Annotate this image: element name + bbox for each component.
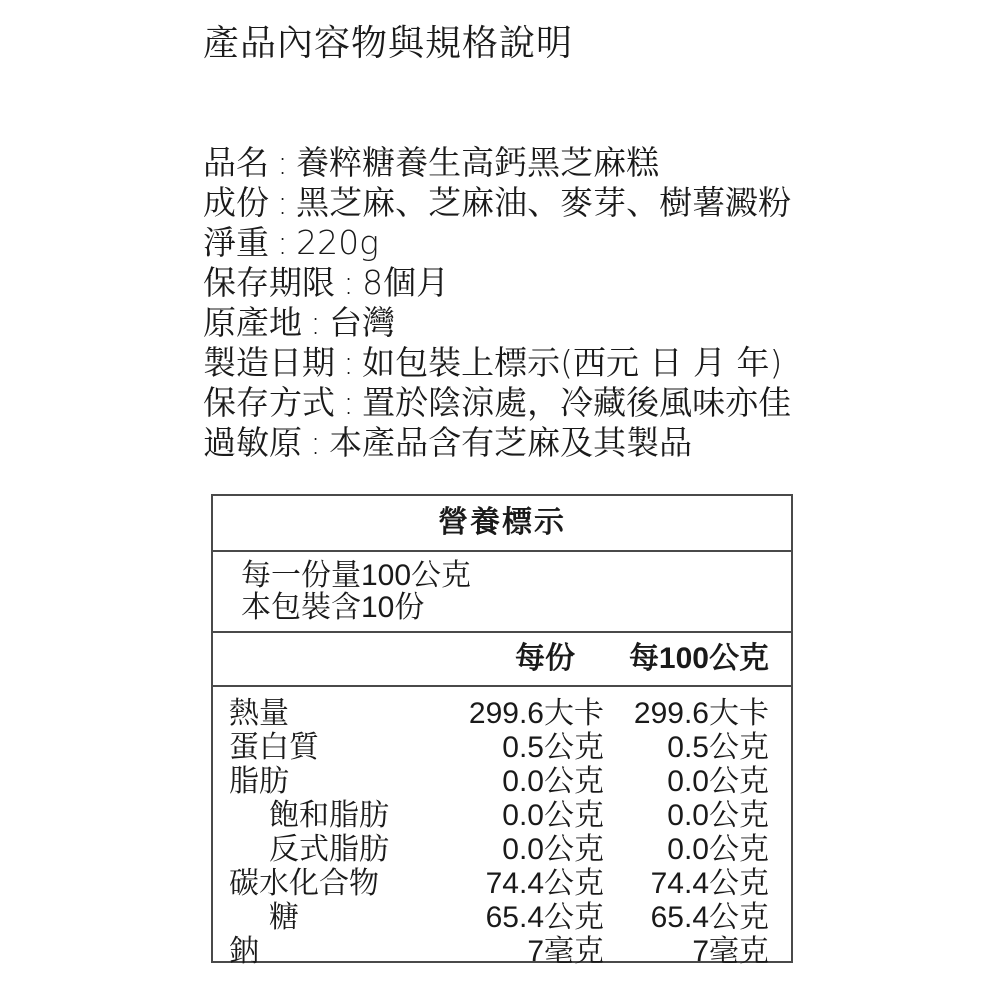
nutrient-per-100g: 7毫克 [692,935,769,968]
nutrition-row-saturated-fat [213,799,791,833]
serving-size: 每一份量100公克 [241,559,472,592]
spec-line-shelf-life [203,263,791,303]
spec-value: 置於陰涼處，冷藏後風味亦佳 [362,383,792,422]
nutrient-label: 熱量 [229,697,289,730]
spec-line-product-name [203,143,791,183]
spec-separator: : [277,183,289,222]
nutrition-row-protein [213,731,791,765]
nutrition-title: 營養標示 [213,496,791,552]
spec-label: 原產地 [203,303,302,342]
nutrition-row-calories [213,697,791,731]
nutrition-row-sodium [213,935,791,969]
nutrient-per-serving: 7毫克 [527,935,604,968]
spec-separator: : [310,423,322,462]
nutrient-per-100g: 74.4公克 [650,867,769,900]
spec-list [203,143,791,463]
nutrient-label: 碳水化合物 [229,867,379,900]
spec-separator: : [277,143,289,182]
spec-separator: : [277,223,289,262]
spec-label: 保存方式 [203,383,335,422]
spec-value: 台灣 [329,303,396,342]
nutrient-per-serving: 0.5公克 [502,731,604,764]
spec-separator: : [343,343,355,382]
nutrition-row-sugar [213,901,791,935]
nutrient-per-serving: 0.0公克 [502,833,604,866]
nutrient-per-serving: 65.4公克 [485,901,604,934]
nutrient-per-100g: 65.4公克 [650,901,769,934]
page-title: 產品內容物與規格說明 [203,23,574,64]
spec-separator: : [310,303,322,342]
nutrition-column-header [213,633,791,687]
nutrition-facts-table [211,494,793,968]
spec-value: 養粹糖養生高鈣黑芝麻糕 [296,143,660,182]
nutrient-per-100g: 0.5公克 [667,731,769,764]
column-per-serving: 每份 [515,642,575,675]
servings-per-package: 本包裝含10份 [241,591,425,624]
spec-label: 保存期限 [203,263,335,302]
nutrient-per-100g: 0.0公克 [667,833,769,866]
spec-label: 成份 [203,183,269,222]
nutrition-rows [213,687,791,969]
spec-value: 220g [296,223,379,262]
spec-line-allergen [203,423,791,463]
spec-label: 淨重 [203,223,269,262]
nutrient-label: 蛋白質 [229,731,319,764]
spec-separator: : [343,263,355,302]
spec-line-ingredients [203,183,791,223]
spec-value: 如包裝上標示(西元 日 月 年) [362,343,783,382]
nutrient-per-serving: 0.0公克 [502,765,604,798]
nutrient-per-100g: 0.0公克 [667,765,769,798]
spec-value: 8個月 [362,263,450,302]
spec-line-net-weight [203,223,791,263]
spec-line-manufacture-date [203,343,791,383]
spec-value: 本產品含有芝麻及其製品 [329,423,693,462]
nutrition-row-trans-fat [213,833,791,867]
nutrient-per-serving: 74.4公克 [485,867,604,900]
spec-line-storage [203,383,791,423]
nutrient-per-100g: 0.0公克 [667,799,769,832]
spec-label: 製造日期 [203,343,335,382]
nutrition-row-fat [213,765,791,799]
spec-line-origin [203,303,791,343]
spec-label: 品名 [203,143,269,182]
nutrient-label: 脂肪 [229,765,289,798]
spec-separator: : [343,383,355,422]
spec-label: 過敏原 [203,423,302,462]
nutrient-label: 飽和脂肪 [269,799,389,832]
nutrition-row-carbohydrate [213,867,791,901]
nutrient-label: 反式脂肪 [269,833,389,866]
nutrient-label: 糖 [269,901,299,934]
spec-value: 黑芝麻、芝麻油、麥芽、樹薯澱粉 [296,183,792,222]
nutrient-per-serving: 0.0公克 [502,799,604,832]
nutrient-per-100g: 299.6大卡 [633,697,769,730]
column-per-100g: 每100公克 [628,642,769,675]
serving-info [213,552,791,633]
nutrient-per-serving: 299.6大卡 [468,697,604,730]
nutrient-label: 鈉 [229,935,259,968]
